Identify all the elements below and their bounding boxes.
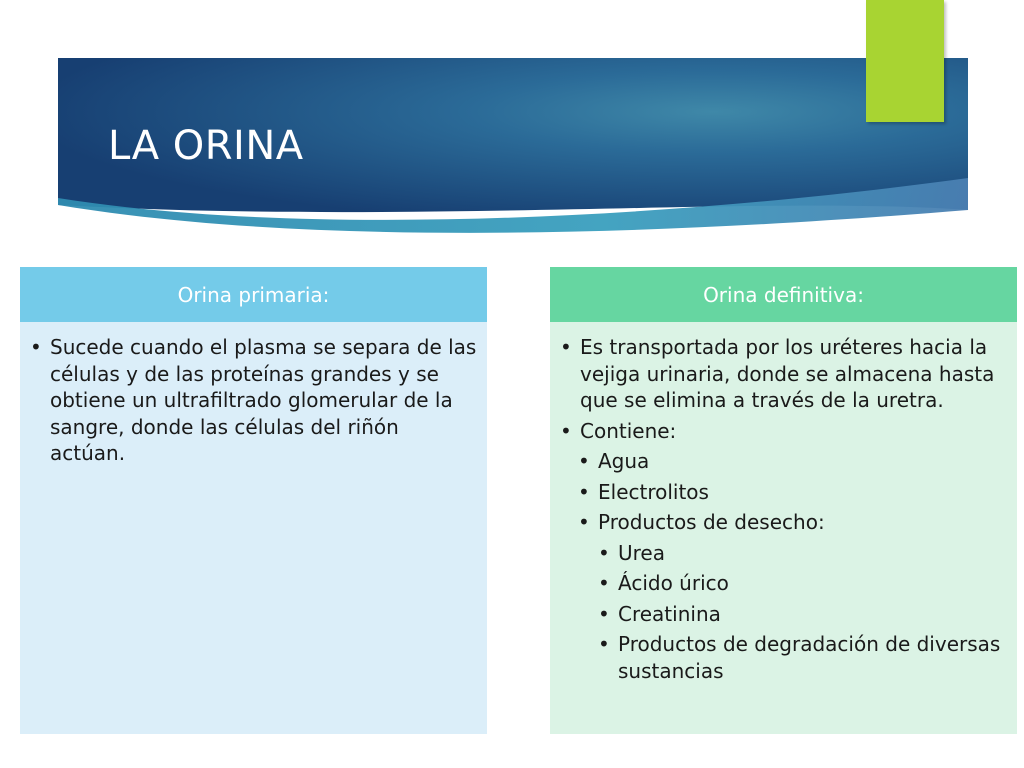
bullet-list — [30, 334, 477, 467]
sub-sub-bullet-item: • Creatinina — [598, 601, 1007, 628]
column-orina-primaria — [20, 267, 487, 734]
column-header: Orina definitiva: — [550, 267, 1017, 322]
sub-sub-bullet-item: • Ácido úrico — [598, 570, 1007, 597]
bullet-item: • Sucede cuando el plasma se separa de las células y de las proteínas grandes y se obtiene un ultrafiltrado glomerular de la sangre, donde las células del riñón actúan. — [30, 334, 477, 467]
slide-title: LA ORINA — [108, 123, 304, 169]
column-orina-definitiva — [550, 267, 1017, 734]
column-body — [550, 322, 1017, 734]
bullet-item: • Contiene: — [560, 418, 1007, 445]
column-body — [20, 322, 487, 734]
sub-bullet-item: • Productos de desecho: — [578, 509, 1007, 536]
sub-sub-bullet-item: • Urea — [598, 540, 1007, 567]
bullet-item: • Es transportada por los uréteres hacia la vejiga urinaria, donde se almacena hasta que se elimina a través de la uretra. — [560, 334, 1007, 414]
sub-bullet-item: • Electrolitos — [578, 479, 1007, 506]
accent-tab — [866, 0, 944, 122]
bullet-list — [560, 334, 1007, 684]
column-header: Orina primaria: — [20, 267, 487, 322]
sub-sub-bullet-item: • Productos de degradación de diversas sustancias — [598, 631, 1007, 684]
sub-bullet-item: • Agua — [578, 448, 1007, 475]
